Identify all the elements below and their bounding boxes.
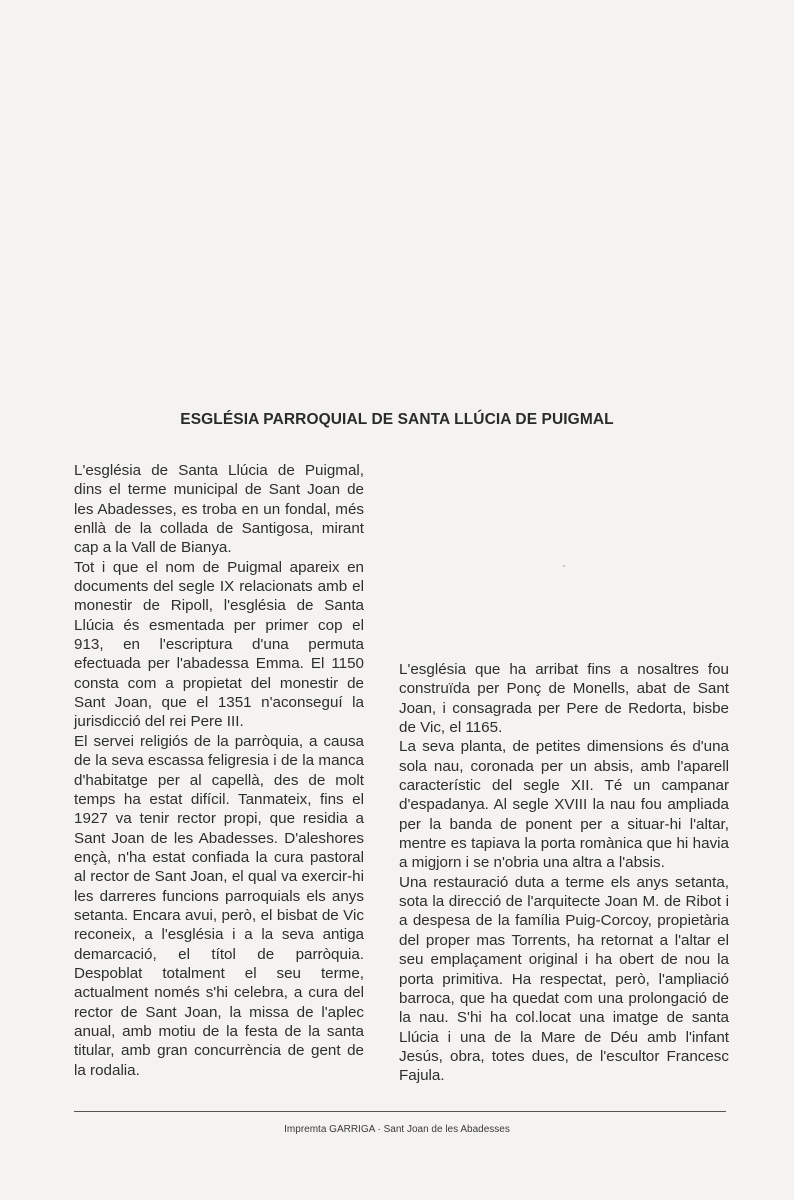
footer-divider — [74, 1111, 726, 1112]
page-title: ESGLÉSIA PARROQUIAL DE SANTA LLÚCIA DE PUIGMAL — [180, 411, 614, 428]
paragraph: Tot i que el nom de Puigmal apareix en documents del segle IX relacionats amb el monestir de Ripoll, l'església de Santa Llúcia és esmentada per primer cop el 913, en l'escriptura d'una permuta efectuada per l'abadessa Emma. El 1150 consta com a propietat del monestir de Sant Joan, que el 1351 n'aconseguí la jurisdicció del rei Pere III. — [74, 558, 364, 731]
right-text-column — [399, 660, 729, 1086]
paragraph: Una restauració duta a terme els anys setanta, sota la direcció de l'arquitecte Joan M. de Ribot i a despesa de la família Puig-Corcoy, propietària del proper mas Torrents, ha retornat a l'altar el seu emplaçament original i ha obert de nou la porta primitiva. Ha respectat, però, l'ampliació barroca, que ha quedat com una prolongació de la nau. S'hi ha col.locat una imatge de santa Llúcia i una de la Mare de Déu amb l'infant Jesús, obra, totes dues, de l'escultor Francesc Fajula. — [399, 873, 729, 1085]
paragraph: L'església que ha arribat fins a nosaltres fou construïda per Ponç de Monells, abat de Sant Joan, i consagrada per Pere de Redorta, bisbe de Vic, el 1165. — [399, 661, 729, 737]
paragraph: L'església de Santa Llúcia de Puigmal, dins el terme municipal de Sant Joan de les Abadesses, es troba en un fondal, més enllà de la collada de Santigosa, mirant cap a la Vall de Bianya. — [74, 462, 364, 557]
left-text-column — [74, 461, 364, 1080]
paragraph: La seva planta, de petites dimensions és d'una sola nau, coronada per un absis, amb l'aparell característic del segle XII. Té un campanar d'espadanya. Al segle XVIII la nau fou ampliada per la banda de ponent per a situar-hi l'altar, mentre es tapiava la porta romànica que hi havia a migjorn i se n'obria una altra a l'absis. — [399, 738, 729, 872]
paragraph: El servei religiós de la parròquia, a causa de la seva escassa feligresia i de la manca d'habitatge per al capellà, des de molt temps ha estat difícil. Tanmateix, fins el 1927 va tenir rector propi, que residia a Sant Joan de les Abadesses. D'aleshores ençà, n'ha estat confiada la cura pastoral al rector de Sant Joan, el qual va exercir-hi les darreres funcions parroquials els anys setanta. Encara avui, però, el bisbat de Vic reconeix, a l'església i a la seva antiga demarcació, el títol de parròquia. Despoblat totalment el seu terme, actualment només s'hi celebra, a cura del rector de Sant Joan, la missa de l'aplec anual, amb motiu de la festa de la santa titular, amb gran concurrència de gent de la rodalia. — [74, 732, 364, 1079]
paper-speck — [563, 565, 565, 567]
printer-footer: Impremta GARRIGA · Sant Joan de les Abadesses — [284, 1124, 510, 1135]
